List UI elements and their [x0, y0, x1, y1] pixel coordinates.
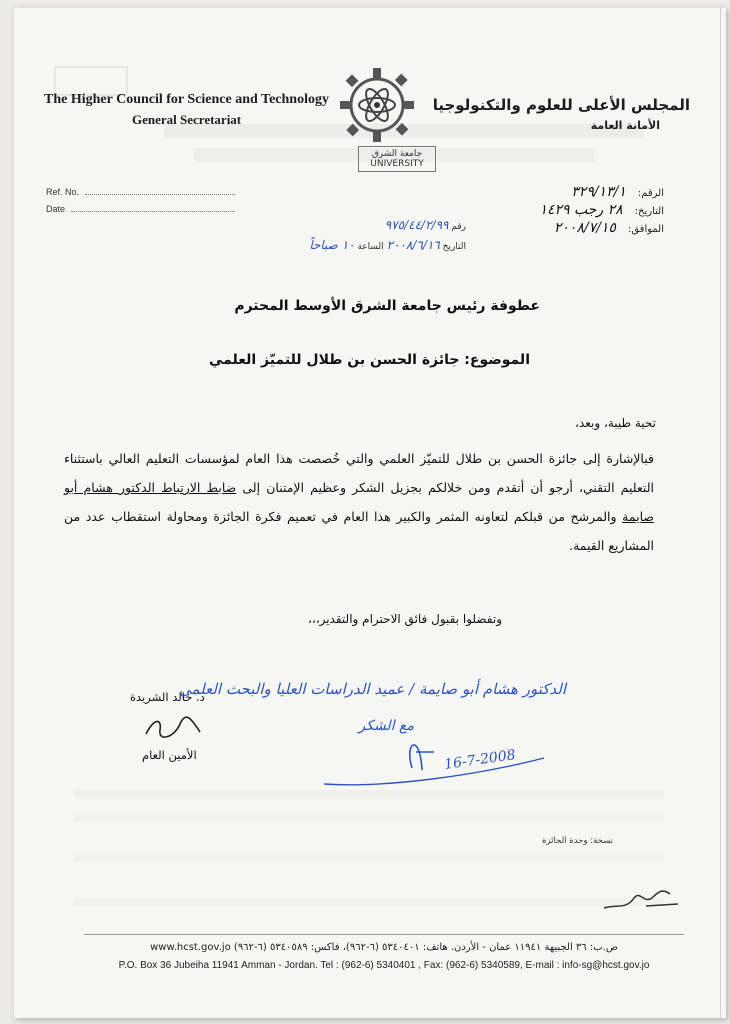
- council-logo-icon: [332, 60, 422, 150]
- addressee: عطوفة رئيس جامعة الشرق الأوسط المحترم: [234, 298, 540, 314]
- show-through-band: [74, 854, 664, 862]
- gregorian-date-label: الموافق:: [627, 224, 664, 235]
- received-date-value: ٢٠٠٨/٦/١٦: [386, 238, 440, 252]
- org-name-ar: المجلس الأعلى للعلوم والتكنولوجيا: [432, 96, 690, 114]
- received-number-label: رقم: [451, 222, 466, 232]
- footer-rule: [84, 934, 684, 935]
- secretariat-ar: الأمانة العامة: [590, 119, 660, 132]
- ref-no-label: Ref. No.: [46, 187, 80, 197]
- cc-line: نسخة: وحدة الجائزة: [542, 836, 614, 846]
- hijri-date-label: التاريخ:: [634, 206, 664, 217]
- handwritten-note-line2: مع الشكر: [358, 718, 414, 734]
- ref-no-line: [85, 194, 235, 195]
- gregorian-date-value: ٢٠٠٨/٧/١٥: [553, 220, 616, 236]
- date-line: [71, 211, 235, 212]
- closing-line: وتفضلوا بقبول فائق الاحترام والتقدير،،،: [307, 612, 502, 626]
- letterhead-english: [44, 92, 329, 128]
- ref-number-value: ٣٢٩/١٣/١: [571, 184, 626, 200]
- university-stamp: [358, 146, 436, 172]
- ref-number-label: الرقم:: [637, 188, 664, 199]
- subject-line: الموضوع: جائزة الحسن بن طلال للتميّز العلمي: [208, 352, 530, 368]
- received-date-label: التاريخ: [442, 242, 466, 252]
- stamp-line-en: UNIVERSITY: [370, 159, 424, 169]
- show-through-band: [74, 814, 664, 822]
- reference-fields-en: [46, 184, 235, 218]
- footer-arabic: www.hcst.gov.jo ص.ب: ٣٦ الجبيهة ١١٩٤١ عمان - الأردن. هاتف: ٥٣٤٠٤٠١ (٦-٩٦٢)، فاكس: ٥٣٤٠٥٨٩ (٦-٩٦٢): [150, 942, 618, 953]
- body-part-1: فبالإشارة إلى جائزة الحسن بن طلال للتميّز العلمي والتي خُصصت هذا العام لمؤسسات التعليم العالي باستثناء التعليم التقني، أرجو أن أتقدم ومن خلالكم بجزيل الشكر وعظيم الإمتنان إلى: [64, 451, 654, 495]
- reference-fields-ar: [539, 184, 664, 238]
- footer-scribble-icon: [600, 884, 684, 918]
- date-label: Date: [46, 204, 66, 214]
- letterhead-arabic: [433, 96, 690, 132]
- received-stamp: [276, 216, 466, 256]
- signatory-name: د. خالد الشريدة: [130, 690, 205, 704]
- signature-scribble-icon: [140, 714, 206, 742]
- received-number-value: ٩٧٥/٤٤/٢/٩٩: [384, 218, 449, 232]
- letter-body: [64, 444, 654, 560]
- received-time-label: الساعة: [357, 242, 384, 252]
- signatory-title: الأمين العام: [142, 748, 197, 762]
- footer-english: P.O. Box 36 Jubeiha 11941 Amman - Jordan. Tel : (962-6) 5340401 , Fax: (962-6) 5340589, E-mail : info-sg@hcst.gov.jo: [118, 960, 650, 971]
- show-through-band: [74, 898, 664, 906]
- handwritten-note-line1: الدكتور هشام أبو صايمة / عميد الدراسات العليا والبحث العلمي: [178, 680, 566, 698]
- received-time-value: ١٠ صباحاً: [309, 238, 355, 252]
- hijri-date-value: ٢٨ رجب ١٤٢٩: [539, 202, 623, 218]
- page-edge-line: [720, 8, 721, 1018]
- body-underlined-name: ضابط الارتباط الدكتور هشام أبو صايمة: [64, 480, 654, 524]
- org-name-en: The Higher Council for Science and Technology: [44, 92, 329, 107]
- stamp-line-ar: جامعة الشرق: [371, 149, 423, 159]
- handwritten-underline-icon: [294, 672, 594, 802]
- letter-page: [14, 8, 726, 1018]
- handwritten-date: 16-7-2008: [443, 747, 517, 773]
- greeting: تحية طيبة، وبعد،: [575, 416, 656, 430]
- secretariat-en: General Secretariat: [132, 112, 242, 127]
- body-part-2: والمرشح من قبلكم لتعاونه المثمر والكبير هذا العام في تعميم فكرة الجائزة ومحاولة استقطاب عدد من المشاريع القيمة.: [64, 509, 654, 553]
